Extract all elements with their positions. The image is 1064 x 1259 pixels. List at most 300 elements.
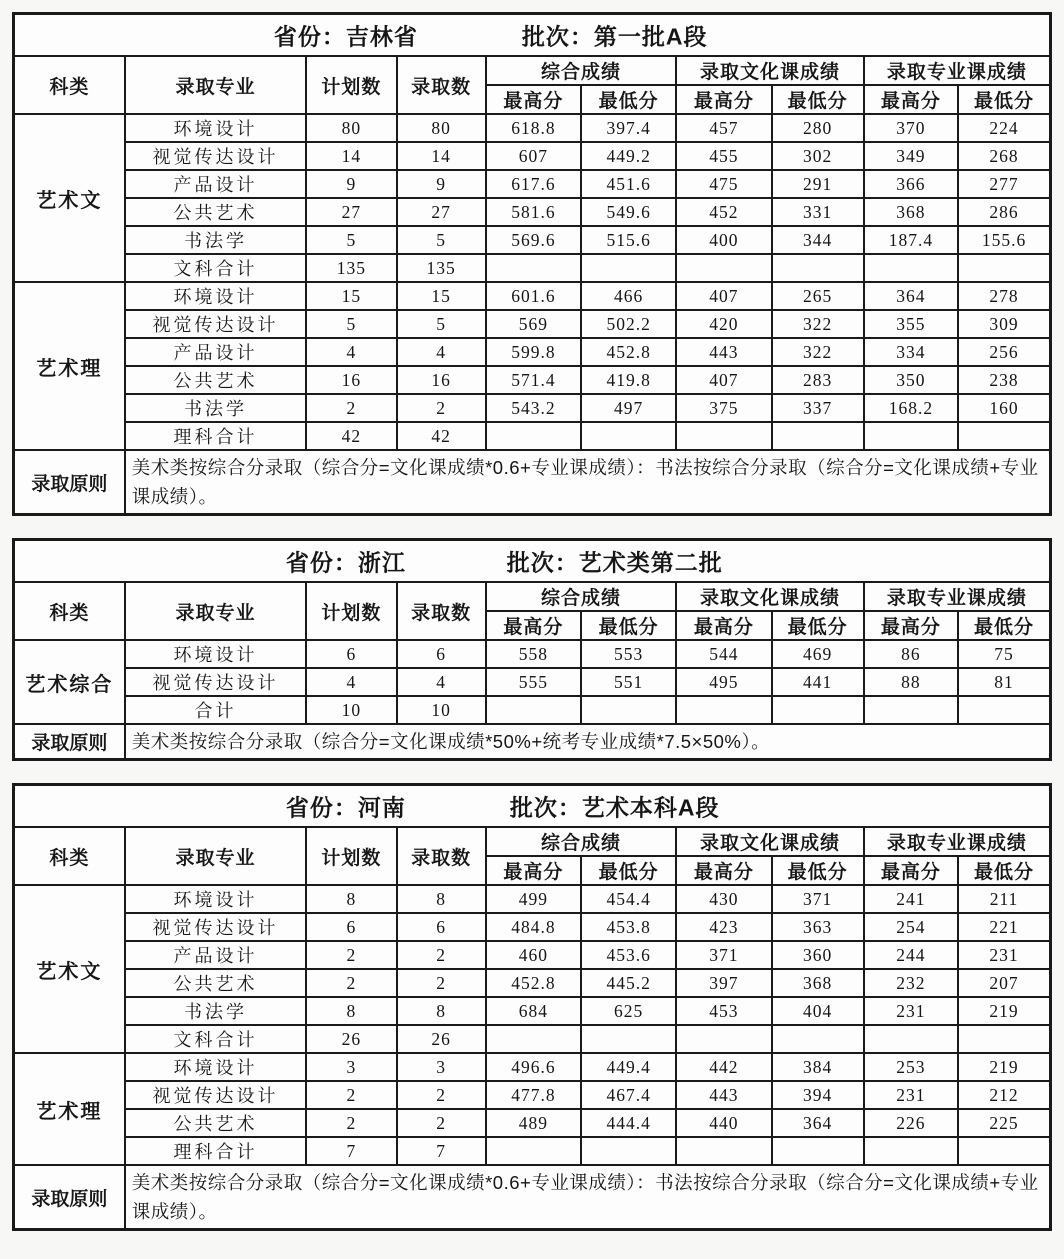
major-cell: 产品设计 bbox=[125, 170, 307, 198]
min-score-header: 最低分 bbox=[772, 611, 864, 640]
table-row bbox=[14, 640, 1051, 668]
major-cell: 理科合计 bbox=[125, 1137, 307, 1165]
major-cell: 书法学 bbox=[125, 226, 307, 254]
score-cell bbox=[581, 254, 676, 282]
score-cell bbox=[864, 254, 958, 282]
min-score-header: 最低分 bbox=[581, 611, 676, 640]
score-cell: 283 bbox=[772, 366, 864, 394]
major-cell: 理科合计 bbox=[125, 422, 307, 450]
table-row bbox=[14, 1081, 1051, 1109]
score-cell: 442 bbox=[676, 1053, 771, 1081]
admitted-column-header: 录取数 bbox=[397, 827, 486, 885]
plan-cell: 8 bbox=[306, 997, 396, 1025]
table-row bbox=[14, 254, 1051, 282]
admitted-cell: 8 bbox=[397, 885, 486, 913]
score-cell: 440 bbox=[676, 1109, 771, 1137]
score-cell: 322 bbox=[772, 338, 864, 366]
plan-cell: 5 bbox=[306, 310, 396, 338]
subject-column-header: 科类 bbox=[14, 827, 125, 885]
admitted-cell: 15 bbox=[397, 282, 486, 310]
score-cell: 404 bbox=[772, 997, 864, 1025]
tables-container bbox=[12, 12, 1052, 1231]
major-cell: 公共艺术 bbox=[125, 198, 307, 226]
major-cell: 书法学 bbox=[125, 997, 307, 1025]
max-score-header: 最高分 bbox=[486, 85, 581, 114]
score-cell: 453 bbox=[676, 997, 771, 1025]
table-body bbox=[14, 114, 1051, 450]
subject-cell: 艺术文 bbox=[14, 885, 125, 1053]
admitted-cell: 42 bbox=[397, 422, 486, 450]
composite-score-group-header: 综合成绩 bbox=[486, 827, 677, 856]
major-cell: 视觉传达设计 bbox=[125, 668, 307, 696]
score-cell: 349 bbox=[864, 142, 958, 170]
major-column-header: 录取专业 bbox=[125, 827, 307, 885]
score-cell: 444.4 bbox=[581, 1109, 676, 1137]
score-cell bbox=[486, 254, 581, 282]
score-cell: 219 bbox=[958, 997, 1050, 1025]
plan-cell: 4 bbox=[306, 338, 396, 366]
score-cell: 337 bbox=[772, 394, 864, 422]
plan-column-header: 计划数 bbox=[306, 56, 396, 114]
min-score-header: 最低分 bbox=[958, 85, 1050, 114]
score-cell: 449.4 bbox=[581, 1053, 676, 1081]
score-cell: 625 bbox=[581, 997, 676, 1025]
max-score-header: 最高分 bbox=[486, 611, 581, 640]
score-cell: 254 bbox=[864, 913, 958, 941]
major-column-header: 录取专业 bbox=[125, 56, 307, 114]
score-cell: 253 bbox=[864, 1053, 958, 1081]
province-label: 省份：浙江 bbox=[285, 549, 406, 576]
table-row bbox=[14, 885, 1051, 913]
score-cell bbox=[958, 254, 1050, 282]
admitted-cell: 3 bbox=[397, 1053, 486, 1081]
score-cell: 430 bbox=[676, 885, 771, 913]
min-score-header: 最低分 bbox=[958, 856, 1050, 885]
score-cell bbox=[676, 1137, 771, 1165]
admitted-cell: 2 bbox=[397, 941, 486, 969]
max-score-header: 最高分 bbox=[864, 856, 958, 885]
plan-cell: 80 bbox=[306, 114, 396, 142]
culture-score-group-header: 录取文化课成绩 bbox=[676, 827, 864, 856]
subject-column-header: 科类 bbox=[14, 582, 125, 640]
plan-cell: 3 bbox=[306, 1053, 396, 1081]
score-cell bbox=[864, 422, 958, 450]
score-cell: 544 bbox=[676, 640, 771, 668]
min-score-header: 最低分 bbox=[772, 85, 864, 114]
admitted-column-header: 录取数 bbox=[397, 56, 486, 114]
score-cell: 221 bbox=[958, 913, 1050, 941]
score-cell: 350 bbox=[864, 366, 958, 394]
principle-label: 录取原则 bbox=[14, 724, 125, 760]
plan-cell: 10 bbox=[306, 696, 396, 724]
plan-column-header: 计划数 bbox=[306, 582, 396, 640]
batch-label: 批次：艺术类第二批 bbox=[506, 549, 723, 576]
score-cell: 265 bbox=[772, 282, 864, 310]
max-score-header: 最高分 bbox=[864, 611, 958, 640]
table-row bbox=[14, 366, 1051, 394]
score-cell: 549.6 bbox=[581, 198, 676, 226]
score-cell: 211 bbox=[958, 885, 1050, 913]
score-cell: 231 bbox=[864, 997, 958, 1025]
score-cell: 445.2 bbox=[581, 969, 676, 997]
plan-cell: 5 bbox=[306, 226, 396, 254]
score-cell: 407 bbox=[676, 282, 771, 310]
major-cell: 环境设计 bbox=[125, 114, 307, 142]
score-cell: 291 bbox=[772, 170, 864, 198]
score-cell bbox=[581, 422, 676, 450]
table-row bbox=[14, 226, 1051, 254]
admitted-cell: 2 bbox=[397, 1109, 486, 1137]
score-cell: 256 bbox=[958, 338, 1050, 366]
plan-cell: 4 bbox=[306, 668, 396, 696]
plan-cell: 2 bbox=[306, 941, 396, 969]
subject-cell: 艺术理 bbox=[14, 282, 125, 450]
table-title-row bbox=[14, 540, 1051, 583]
score-cell: 231 bbox=[864, 1081, 958, 1109]
plan-cell: 2 bbox=[306, 1081, 396, 1109]
score-cell: 225 bbox=[958, 1109, 1050, 1137]
major-cell: 产品设计 bbox=[125, 941, 307, 969]
score-cell: 344 bbox=[772, 226, 864, 254]
score-cell: 364 bbox=[864, 282, 958, 310]
table-row bbox=[14, 1053, 1051, 1081]
plan-cell: 8 bbox=[306, 885, 396, 913]
score-cell: 454.4 bbox=[581, 885, 676, 913]
composite-score-group-header: 综合成绩 bbox=[486, 582, 677, 611]
header-row-1 bbox=[14, 582, 1051, 611]
score-cell: 231 bbox=[958, 941, 1050, 969]
score-cell: 455 bbox=[676, 142, 771, 170]
score-cell bbox=[486, 422, 581, 450]
admission-score-table bbox=[12, 12, 1052, 516]
score-cell: 88 bbox=[864, 668, 958, 696]
score-cell bbox=[676, 422, 771, 450]
score-cell bbox=[676, 254, 771, 282]
admitted-cell: 14 bbox=[397, 142, 486, 170]
admitted-cell: 2 bbox=[397, 1081, 486, 1109]
score-cell bbox=[958, 696, 1050, 724]
table-row bbox=[14, 1109, 1051, 1137]
score-cell: 453.8 bbox=[581, 913, 676, 941]
table-row bbox=[14, 969, 1051, 997]
major-column-header: 录取专业 bbox=[125, 582, 307, 640]
table-row bbox=[14, 941, 1051, 969]
admission-score-table bbox=[12, 538, 1052, 761]
principle-row bbox=[14, 724, 1051, 760]
plan-cell: 135 bbox=[306, 254, 396, 282]
score-cell: 212 bbox=[958, 1081, 1050, 1109]
score-cell: 286 bbox=[958, 198, 1050, 226]
table-row bbox=[14, 394, 1051, 422]
score-cell: 452.8 bbox=[486, 969, 581, 997]
score-cell: 309 bbox=[958, 310, 1050, 338]
admitted-column-header: 录取数 bbox=[397, 582, 486, 640]
score-cell: 397.4 bbox=[581, 114, 676, 142]
score-cell: 86 bbox=[864, 640, 958, 668]
plan-cell: 16 bbox=[306, 366, 396, 394]
table-row bbox=[14, 422, 1051, 450]
score-cell bbox=[958, 422, 1050, 450]
score-cell bbox=[486, 696, 581, 724]
admitted-cell: 6 bbox=[397, 640, 486, 668]
major-cell: 公共艺术 bbox=[125, 969, 307, 997]
principle-row bbox=[14, 1165, 1051, 1230]
score-cell: 168.2 bbox=[864, 394, 958, 422]
major-score-group-header: 录取专业课成绩 bbox=[864, 827, 1051, 856]
score-cell: 277 bbox=[958, 170, 1050, 198]
min-score-header: 最低分 bbox=[581, 856, 676, 885]
principle-label: 录取原则 bbox=[14, 450, 125, 515]
score-cell: 555 bbox=[486, 668, 581, 696]
score-cell: 371 bbox=[772, 885, 864, 913]
major-score-group-header: 录取专业课成绩 bbox=[864, 56, 1051, 85]
score-cell: 558 bbox=[486, 640, 581, 668]
plan-cell: 2 bbox=[306, 394, 396, 422]
table-row bbox=[14, 1137, 1051, 1165]
score-cell: 371 bbox=[676, 941, 771, 969]
score-cell: 475 bbox=[676, 170, 771, 198]
max-score-header: 最高分 bbox=[486, 856, 581, 885]
province-label: 省份：河南 bbox=[285, 794, 406, 821]
admitted-cell: 16 bbox=[397, 366, 486, 394]
culture-score-group-header: 录取文化课成绩 bbox=[676, 56, 864, 85]
score-cell: 207 bbox=[958, 969, 1050, 997]
table-title-row bbox=[14, 14, 1051, 57]
plan-cell: 42 bbox=[306, 422, 396, 450]
score-cell: 457 bbox=[676, 114, 771, 142]
score-cell: 452 bbox=[676, 198, 771, 226]
table-title-row bbox=[14, 785, 1051, 828]
score-cell: 553 bbox=[581, 640, 676, 668]
max-score-header: 最高分 bbox=[676, 856, 771, 885]
major-cell: 产品设计 bbox=[125, 338, 307, 366]
score-cell bbox=[676, 1025, 771, 1053]
major-cell: 书法学 bbox=[125, 394, 307, 422]
admitted-cell: 26 bbox=[397, 1025, 486, 1053]
score-cell: 466 bbox=[581, 282, 676, 310]
min-score-header: 最低分 bbox=[772, 856, 864, 885]
plan-cell: 27 bbox=[306, 198, 396, 226]
principle-text: 美术类按综合分录取（综合分=文化课成绩*0.6+专业课成绩）：书法按综合分录取（综合分=文化课成绩+专业课成绩）。 bbox=[125, 450, 1051, 515]
plan-cell: 2 bbox=[306, 1109, 396, 1137]
title-cell bbox=[14, 14, 1051, 57]
score-cell: 368 bbox=[772, 969, 864, 997]
table-row bbox=[14, 114, 1051, 142]
score-cell: 244 bbox=[864, 941, 958, 969]
score-cell: 238 bbox=[958, 366, 1050, 394]
score-cell: 484.8 bbox=[486, 913, 581, 941]
score-cell: 617.6 bbox=[486, 170, 581, 198]
score-cell: 366 bbox=[864, 170, 958, 198]
score-cell bbox=[772, 422, 864, 450]
table-row bbox=[14, 170, 1051, 198]
score-cell bbox=[486, 1137, 581, 1165]
score-cell: 368 bbox=[864, 198, 958, 226]
score-cell: 360 bbox=[772, 941, 864, 969]
admitted-cell: 5 bbox=[397, 226, 486, 254]
score-cell: 419.8 bbox=[581, 366, 676, 394]
plan-column-header: 计划数 bbox=[306, 827, 396, 885]
score-cell: 495 bbox=[676, 668, 771, 696]
score-cell: 449.2 bbox=[581, 142, 676, 170]
score-cell: 384 bbox=[772, 1053, 864, 1081]
admitted-cell: 8 bbox=[397, 997, 486, 1025]
plan-cell: 6 bbox=[306, 640, 396, 668]
score-cell: 453.6 bbox=[581, 941, 676, 969]
score-cell: 302 bbox=[772, 142, 864, 170]
table-row bbox=[14, 696, 1051, 724]
score-cell: 331 bbox=[772, 198, 864, 226]
score-cell: 601.6 bbox=[486, 282, 581, 310]
score-cell: 477.8 bbox=[486, 1081, 581, 1109]
major-cell: 视觉传达设计 bbox=[125, 1081, 307, 1109]
score-cell: 375 bbox=[676, 394, 771, 422]
score-cell: 502.2 bbox=[581, 310, 676, 338]
score-cell: 268 bbox=[958, 142, 1050, 170]
score-cell: 443 bbox=[676, 1081, 771, 1109]
major-cell: 环境设计 bbox=[125, 1053, 307, 1081]
score-cell: 581.6 bbox=[486, 198, 581, 226]
score-cell bbox=[864, 1025, 958, 1053]
score-cell bbox=[864, 1137, 958, 1165]
admitted-cell: 6 bbox=[397, 913, 486, 941]
score-cell bbox=[772, 254, 864, 282]
score-cell: 569.6 bbox=[486, 226, 581, 254]
batch-label: 批次：艺术本科A段 bbox=[509, 794, 720, 821]
major-cell: 环境设计 bbox=[125, 640, 307, 668]
min-score-header: 最低分 bbox=[958, 611, 1050, 640]
subject-column-header: 科类 bbox=[14, 56, 125, 114]
max-score-header: 最高分 bbox=[676, 611, 771, 640]
score-cell: 278 bbox=[958, 282, 1050, 310]
admitted-cell: 135 bbox=[397, 254, 486, 282]
score-cell: 81 bbox=[958, 668, 1050, 696]
score-cell: 599.8 bbox=[486, 338, 581, 366]
table-row bbox=[14, 282, 1051, 310]
subject-cell: 艺术文 bbox=[14, 114, 125, 282]
score-cell: 226 bbox=[864, 1109, 958, 1137]
score-cell: 420 bbox=[676, 310, 771, 338]
admitted-cell: 27 bbox=[397, 198, 486, 226]
table-row bbox=[14, 1025, 1051, 1053]
score-cell: 452.8 bbox=[581, 338, 676, 366]
major-cell: 文科合计 bbox=[125, 1025, 307, 1053]
admitted-cell: 4 bbox=[397, 668, 486, 696]
plan-cell: 15 bbox=[306, 282, 396, 310]
header-row-1 bbox=[14, 56, 1051, 85]
header-row-1 bbox=[14, 827, 1051, 856]
admitted-cell: 7 bbox=[397, 1137, 486, 1165]
province-label: 省份：吉林省 bbox=[273, 23, 418, 50]
score-cell: 397 bbox=[676, 969, 771, 997]
score-cell bbox=[958, 1025, 1050, 1053]
major-cell: 环境设计 bbox=[125, 282, 307, 310]
score-cell: 280 bbox=[772, 114, 864, 142]
table-body bbox=[14, 885, 1051, 1165]
score-cell bbox=[958, 1137, 1050, 1165]
admitted-cell: 4 bbox=[397, 338, 486, 366]
culture-score-group-header: 录取文化课成绩 bbox=[676, 582, 864, 611]
score-cell: 451.6 bbox=[581, 170, 676, 198]
score-cell: 571.4 bbox=[486, 366, 581, 394]
table-row bbox=[14, 668, 1051, 696]
major-score-group-header: 录取专业课成绩 bbox=[864, 582, 1051, 611]
score-cell: 232 bbox=[864, 969, 958, 997]
table-row bbox=[14, 198, 1051, 226]
major-cell: 视觉传达设计 bbox=[125, 310, 307, 338]
principle-text: 美术类按综合分录取（综合分=文化课成绩*50%+统考专业成绩*7.5×50%）。 bbox=[125, 724, 1051, 760]
score-cell bbox=[581, 1025, 676, 1053]
score-cell: 219 bbox=[958, 1053, 1050, 1081]
score-cell: 543.2 bbox=[486, 394, 581, 422]
admitted-cell: 9 bbox=[397, 170, 486, 198]
score-cell: 497 bbox=[581, 394, 676, 422]
score-cell: 551 bbox=[581, 668, 676, 696]
admission-score-table bbox=[12, 783, 1052, 1231]
score-cell: 460 bbox=[486, 941, 581, 969]
score-cell: 400 bbox=[676, 226, 771, 254]
table-row bbox=[14, 310, 1051, 338]
table-row bbox=[14, 997, 1051, 1025]
score-cell: 496.6 bbox=[486, 1053, 581, 1081]
plan-cell: 9 bbox=[306, 170, 396, 198]
score-cell: 467.4 bbox=[581, 1081, 676, 1109]
major-cell: 视觉传达设计 bbox=[125, 913, 307, 941]
score-cell bbox=[772, 1025, 864, 1053]
table-body bbox=[14, 640, 1051, 724]
plan-cell: 2 bbox=[306, 969, 396, 997]
score-cell bbox=[676, 696, 771, 724]
score-cell: 334 bbox=[864, 338, 958, 366]
score-cell: 684 bbox=[486, 997, 581, 1025]
min-score-header: 最低分 bbox=[581, 85, 676, 114]
principle-text: 美术类按综合分录取（综合分=文化课成绩*0.6+专业课成绩）：书法按综合分录取（综合分=文化课成绩+专业课成绩）。 bbox=[125, 1165, 1051, 1230]
score-cell bbox=[581, 696, 676, 724]
score-cell: 499 bbox=[486, 885, 581, 913]
score-cell: 607 bbox=[486, 142, 581, 170]
score-cell: 443 bbox=[676, 338, 771, 366]
score-cell: 224 bbox=[958, 114, 1050, 142]
score-cell bbox=[486, 1025, 581, 1053]
score-cell: 469 bbox=[772, 640, 864, 668]
score-cell: 489 bbox=[486, 1109, 581, 1137]
score-cell: 155.6 bbox=[958, 226, 1050, 254]
score-cell: 515.6 bbox=[581, 226, 676, 254]
table-row bbox=[14, 338, 1051, 366]
title-cell bbox=[14, 540, 1051, 583]
score-cell: 618.8 bbox=[486, 114, 581, 142]
subject-cell: 艺术综合 bbox=[14, 640, 125, 724]
score-cell: 364 bbox=[772, 1109, 864, 1137]
score-cell: 423 bbox=[676, 913, 771, 941]
table-row bbox=[14, 913, 1051, 941]
score-cell: 441 bbox=[772, 668, 864, 696]
subject-cell: 艺术理 bbox=[14, 1053, 125, 1165]
max-score-header: 最高分 bbox=[676, 85, 771, 114]
score-cell bbox=[772, 696, 864, 724]
major-cell: 环境设计 bbox=[125, 885, 307, 913]
score-cell: 75 bbox=[958, 640, 1050, 668]
score-cell: 569 bbox=[486, 310, 581, 338]
principle-label: 录取原则 bbox=[14, 1165, 125, 1230]
score-cell: 363 bbox=[772, 913, 864, 941]
score-cell: 394 bbox=[772, 1081, 864, 1109]
score-cell: 370 bbox=[864, 114, 958, 142]
principle-row bbox=[14, 450, 1051, 515]
major-cell: 公共艺术 bbox=[125, 1109, 307, 1137]
major-cell: 视觉传达设计 bbox=[125, 142, 307, 170]
score-cell bbox=[772, 1137, 864, 1165]
